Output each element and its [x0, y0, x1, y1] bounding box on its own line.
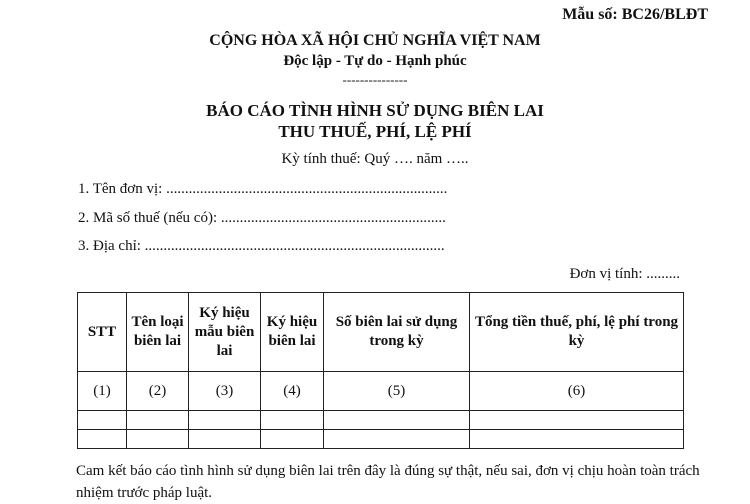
table-cell: (1) [78, 372, 127, 411]
col-header-receipt-symbol: Ký hiệu biên lai [261, 293, 324, 372]
field-address: 3. Địa chỉ: ................................................................................ [78, 238, 445, 254]
table-cell [470, 411, 684, 430]
table-cell [78, 430, 127, 449]
report-title-line1: BÁO CÁO TÌNH HÌNH SỬ DỤNG BIÊN LAI [206, 101, 544, 120]
field-tax-code: 2. Mã số thuế (nếu có): ............................................................ [78, 210, 446, 226]
table-cell: (2) [127, 372, 189, 411]
unit-of-measure: Đơn vị tính: ......... [569, 266, 680, 282]
nation-heading: CỘNG HÒA XÃ HỘI CHỦ NGHĨA VIỆT NAM [209, 32, 541, 49]
table-cell [324, 411, 470, 430]
col-header-stt: STT [78, 293, 127, 372]
usage-table [77, 292, 684, 449]
table-header-row [78, 293, 684, 372]
tax-period: Kỳ tính thuế: Quý …. năm ….. [281, 151, 469, 167]
divider: --------------- [342, 72, 408, 87]
table-cell [261, 411, 324, 430]
table-cell [324, 430, 470, 449]
table-cell: (5) [324, 372, 470, 411]
table-row [78, 411, 684, 430]
col-header-template-symbol: Ký hiệu mẫu biên lai [189, 293, 261, 372]
table-cell [470, 430, 684, 449]
col-header-receipts-used: Số biên lai sử dụng trong kỳ [324, 293, 470, 372]
form-code: Mẫu số: BC26/BLĐT [562, 6, 708, 23]
field-unit-name: 1. Tên đơn vị: ........................................................................... [78, 181, 448, 197]
table-cell: (6) [470, 372, 684, 411]
table-cell [189, 430, 261, 449]
table-cell [189, 411, 261, 430]
table-cell [127, 430, 189, 449]
motto: Độc lập - Tự do - Hạnh phúc [283, 53, 467, 69]
table-cell [261, 430, 324, 449]
report-title-line2: THU THUẾ, PHÍ, LỆ PHÍ [278, 122, 472, 141]
table-row [78, 430, 684, 449]
commitment-statement: Cam kết báo cáo tình hình sử dụng biên lai trên đây là đúng sự thật, nếu sai, đơn vị chịu hoàn toàn trách nhiệm trước pháp luật. [76, 463, 700, 501]
col-header-total-amount: Tổng tiền thuế, phí, lệ phí trong kỳ [470, 293, 684, 372]
table-cell: (3) [189, 372, 261, 411]
table-cell: (4) [261, 372, 324, 411]
table-numbering-row [78, 372, 684, 411]
table-cell [78, 411, 127, 430]
col-header-receipt-type: Tên loại biên lai [127, 293, 189, 372]
table-cell [127, 411, 189, 430]
